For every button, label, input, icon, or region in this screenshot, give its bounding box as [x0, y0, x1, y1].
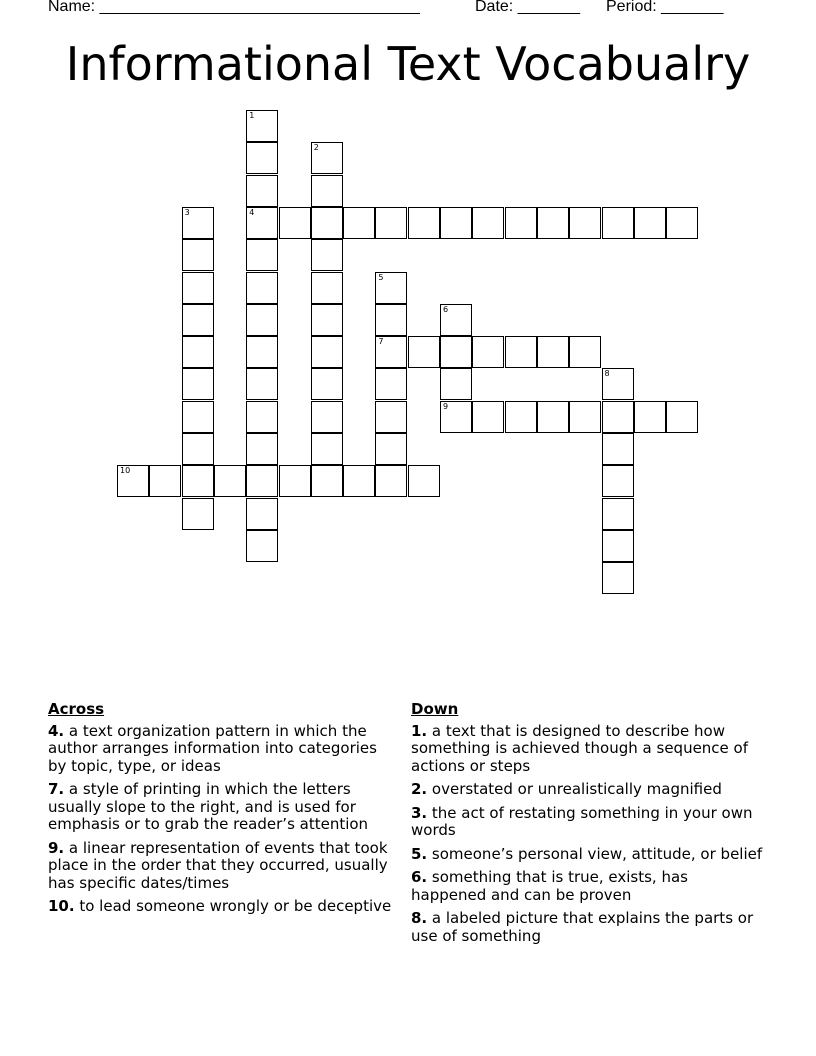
- grid-cell[interactable]: [569, 336, 601, 368]
- grid-cell[interactable]: [602, 530, 634, 562]
- page-title: Informational Text Vocabualry: [65, 37, 751, 91]
- grid-cell[interactable]: [505, 401, 537, 433]
- grid-cell[interactable]: [375, 401, 407, 433]
- down-clue: [411, 869, 766, 904]
- grid-cell[interactable]: [246, 465, 278, 497]
- grid-cell[interactable]: [602, 368, 634, 400]
- grid-cell[interactable]: [311, 401, 343, 433]
- grid-cell[interactable]: [440, 336, 472, 368]
- grid-cell[interactable]: [440, 368, 472, 400]
- grid-cell[interactable]: [634, 207, 666, 239]
- clue-num: 1.: [411, 721, 428, 740]
- clue-text: to lead someone wrongly or be deceptive: [79, 897, 392, 915]
- grid-cell[interactable]: [311, 175, 343, 207]
- grid-cell[interactable]: [537, 401, 569, 433]
- clue-num: 7.: [48, 780, 65, 798]
- grid-cell[interactable]: [375, 207, 407, 239]
- down-clue: [411, 781, 766, 799]
- down-clues: [411, 701, 766, 951]
- grid-cell[interactable]: [537, 207, 569, 239]
- grid-cell[interactable]: [311, 433, 343, 465]
- grid-cell[interactable]: [246, 336, 278, 368]
- grid-cell[interactable]: [537, 336, 569, 368]
- grid-cell[interactable]: [569, 207, 601, 239]
- grid-cell[interactable]: [279, 207, 311, 239]
- clue-text: a text organization pattern in which the author arranges information into categories by topic, type, or ideas: [48, 721, 377, 775]
- grid-cell[interactable]: [182, 368, 214, 400]
- grid-cell[interactable]: [666, 207, 698, 239]
- clue-num: 4.: [48, 721, 65, 740]
- clue-number: 1: [249, 111, 255, 120]
- clue-num: 3.: [411, 803, 428, 822]
- across-clue: [48, 781, 400, 834]
- grid-cell[interactable]: [246, 433, 278, 465]
- grid-cell[interactable]: [602, 562, 634, 594]
- grid-cell[interactable]: [311, 336, 343, 368]
- grid-cell[interactable]: [472, 336, 504, 368]
- grid-cell[interactable]: [375, 433, 407, 465]
- across-heading: Across: [48, 700, 105, 718]
- clue-number: 5: [378, 272, 384, 282]
- clue-number: 9: [443, 401, 449, 411]
- grid-cell[interactable]: [375, 272, 407, 304]
- clue-num: 9.: [48, 838, 65, 857]
- across-clue: [48, 723, 400, 776]
- across-clues: [48, 701, 400, 922]
- grid-cell[interactable]: [182, 304, 214, 336]
- clue-num: 10.: [48, 897, 75, 915]
- down-clue: [411, 846, 766, 864]
- across-clue: [48, 840, 400, 893]
- grid-cell[interactable]: [246, 207, 278, 239]
- grid-cell[interactable]: [246, 368, 278, 400]
- grid-cell[interactable]: [182, 239, 214, 271]
- grid-cell[interactable]: [246, 498, 278, 530]
- grid-cell[interactable]: [408, 465, 440, 497]
- grid-cell[interactable]: [440, 304, 472, 336]
- grid-cell[interactable]: [472, 401, 504, 433]
- clue-text: the act of restating something in your own words: [411, 803, 753, 839]
- grid-cell[interactable]: [246, 239, 278, 271]
- grid-cell[interactable]: [440, 207, 472, 239]
- grid-cell[interactable]: [214, 465, 246, 497]
- grid-cell[interactable]: [182, 336, 214, 368]
- grid-cell[interactable]: [602, 498, 634, 530]
- grid-cell[interactable]: [182, 272, 214, 304]
- grid-cell[interactable]: [246, 110, 278, 142]
- clue-text: a text that is designed to describe how something is achieved though a sequence of actions or steps: [411, 721, 749, 775]
- grid-cell[interactable]: [311, 368, 343, 400]
- grid-cell[interactable]: [408, 207, 440, 239]
- clue-text: a style of printing in which the letters usually slope to the right, and is used for emphasis or to grab the reader’s attention: [48, 780, 369, 833]
- name-field[interactable]: Name: ____________________________________: [48, 0, 420, 15]
- grid-cell[interactable]: [505, 336, 537, 368]
- grid-cell[interactable]: [634, 401, 666, 433]
- grid-cell[interactable]: [182, 465, 214, 497]
- down-heading: Down: [411, 700, 459, 718]
- clue-num: 5.: [411, 844, 428, 863]
- grid-cell[interactable]: [311, 304, 343, 336]
- grid-cell[interactable]: [343, 207, 375, 239]
- clue-number: 10: [120, 466, 131, 476]
- grid-cell[interactable]: [182, 401, 214, 433]
- grid-cell[interactable]: [311, 465, 343, 497]
- grid-cell[interactable]: [149, 465, 181, 497]
- grid-cell[interactable]: [279, 465, 311, 497]
- grid-cell[interactable]: [182, 433, 214, 465]
- grid-cell[interactable]: [311, 272, 343, 304]
- across-clue: [48, 898, 400, 916]
- grid-cell[interactable]: [408, 336, 440, 368]
- period-field[interactable]: Period: _______: [606, 0, 724, 15]
- grid-cell[interactable]: [182, 498, 214, 530]
- grid-cell[interactable]: [375, 336, 407, 368]
- clue-number: 7: [378, 337, 384, 347]
- grid-cell[interactable]: [375, 304, 407, 336]
- grid-cell[interactable]: [602, 401, 634, 433]
- grid-cell[interactable]: [246, 272, 278, 304]
- grid-cell[interactable]: [311, 207, 343, 239]
- grid-cell[interactable]: [246, 530, 278, 562]
- clue-num: 2.: [411, 780, 428, 798]
- clue-number: 3: [184, 207, 190, 217]
- down-clue: [411, 723, 766, 776]
- grid-cell[interactable]: [569, 401, 601, 433]
- clue-text: a linear representation of events that took place in the order that they occurred, usually has specific dates/times: [48, 838, 388, 892]
- grid-cell[interactable]: [375, 465, 407, 497]
- grid-cell[interactable]: [602, 207, 634, 239]
- date-field[interactable]: Date: _______: [475, 0, 580, 15]
- grid-cell[interactable]: [375, 368, 407, 400]
- clue-num: 8.: [411, 909, 428, 927]
- clue-text: something that is true, exists, has happened and can be proven: [411, 868, 688, 904]
- down-clue: [411, 805, 766, 840]
- grid-cell[interactable]: [505, 207, 537, 239]
- grid-cell[interactable]: [182, 207, 214, 239]
- grid-cell[interactable]: [440, 401, 472, 433]
- grid-cell[interactable]: [472, 207, 504, 239]
- clue-num: 6.: [411, 868, 428, 886]
- grid-cell[interactable]: [666, 401, 698, 433]
- grid-cell[interactable]: [246, 142, 278, 174]
- grid-cell[interactable]: [246, 175, 278, 207]
- clue-number: 6: [443, 304, 449, 314]
- clue-number: 8: [604, 369, 610, 379]
- grid-cell[interactable]: [246, 401, 278, 433]
- clue-text: overstated or unrealistically magnified: [431, 780, 722, 798]
- grid-cell[interactable]: [311, 239, 343, 271]
- clue-number: 2: [313, 143, 319, 153]
- grid-cell[interactable]: [602, 465, 634, 497]
- clue-text: someone’s personal view, attitude, or belief: [431, 844, 763, 863]
- grid-cell[interactable]: [246, 304, 278, 336]
- clue-text: a labeled picture that explains the parts or use of something: [411, 909, 754, 945]
- grid-cell[interactable]: [311, 142, 343, 174]
- grid-cell[interactable]: [117, 465, 149, 497]
- clue-number: 4: [249, 207, 255, 217]
- grid-cell[interactable]: [602, 433, 634, 465]
- grid-cell[interactable]: [343, 465, 375, 497]
- down-clue: [411, 910, 766, 945]
